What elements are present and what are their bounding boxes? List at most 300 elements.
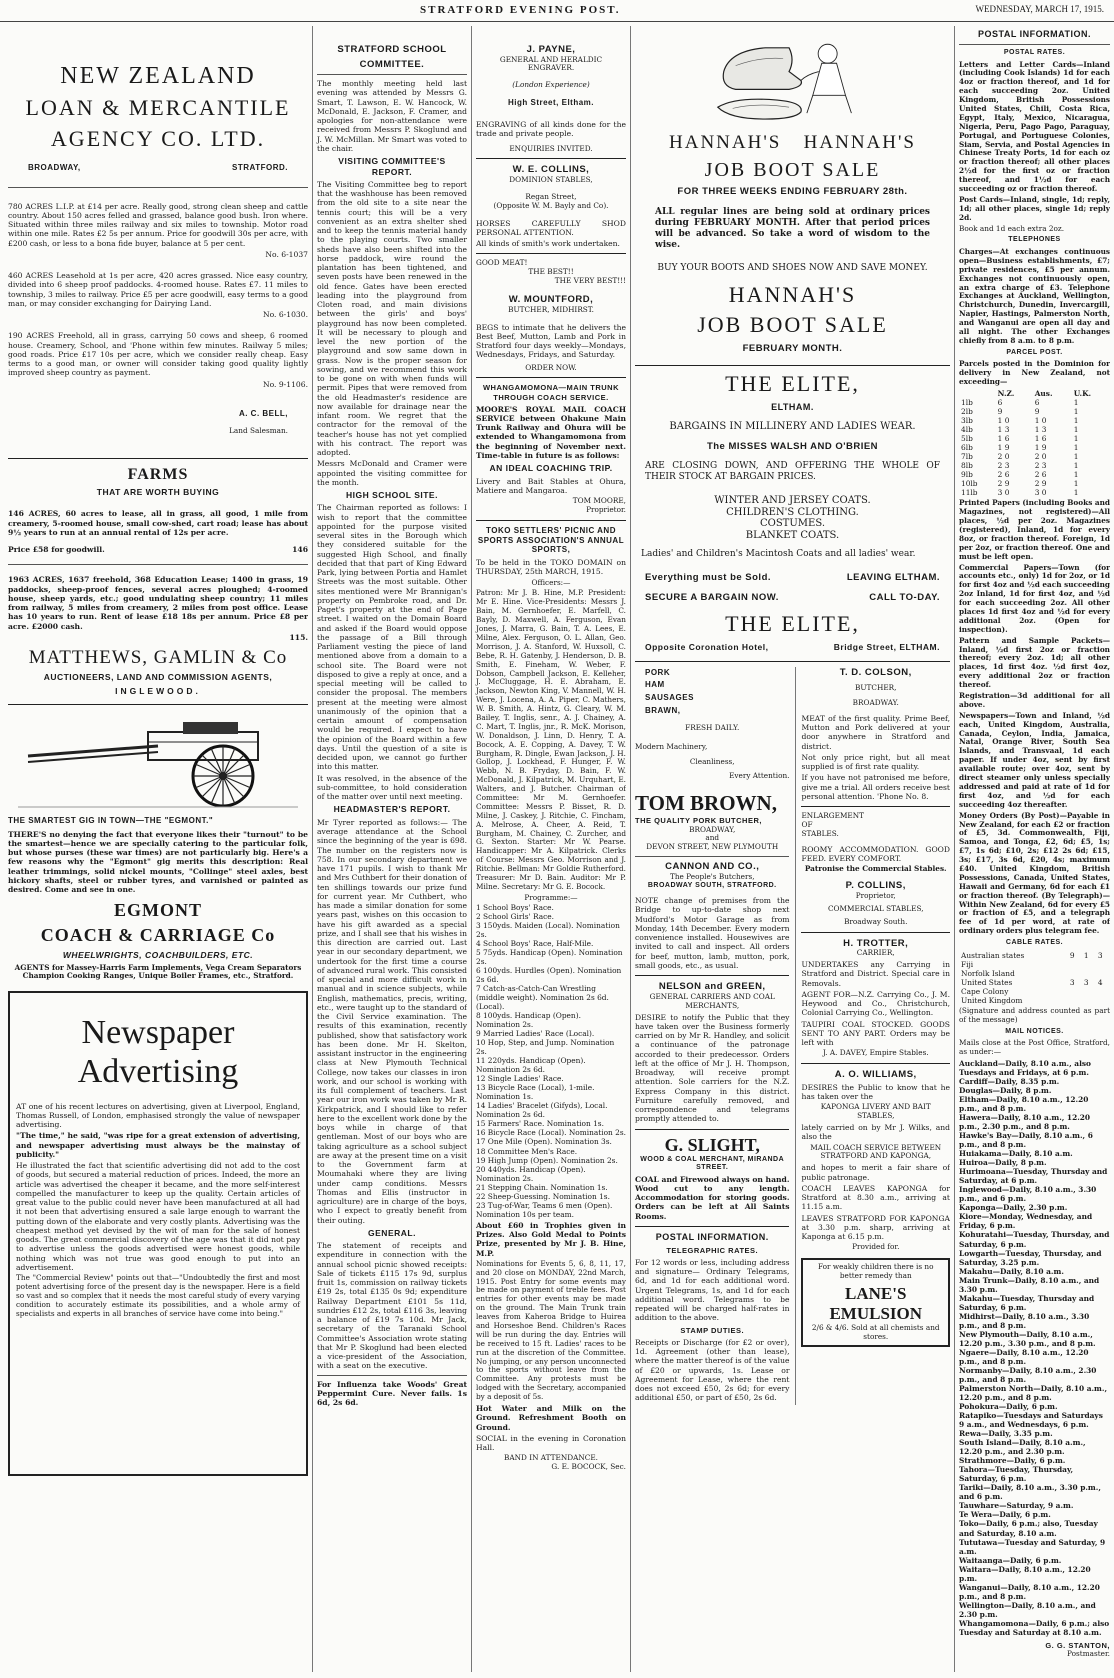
- table-cell: 1lb: [961, 397, 973, 407]
- advertising-paragraph-1: AT one of his recent lectures on advertising, given at Liverpool, England, Thomas Russell, of London, emphasised strongly the value of newspaper advertising.: [16, 1101, 300, 1130]
- table-cell: Norfolk Island: [961, 968, 1015, 978]
- cable-table: [959, 951, 1110, 1005]
- elite-secure-row: [635, 588, 950, 608]
- gig-illustration: [8, 714, 308, 809]
- payne-ad: [476, 44, 626, 153]
- trotter-taupiri: TAUPIRI COAL STOCKED. GOODS SENT TO ANY PART. Orders may be left with: [801, 1019, 950, 1047]
- table-cell: 3: [1083, 977, 1089, 987]
- table-cell: 11lb: [961, 488, 978, 498]
- table-row: [959, 978, 1110, 987]
- mail-item: Makahu—Daily, 8.10 a.m.: [959, 1266, 1064, 1276]
- collins-smith: All kinds of smith's work undertaken.: [476, 239, 620, 249]
- table-cell: 5lb: [961, 434, 973, 444]
- school-heading-2: COMMITTEE.: [359, 58, 425, 70]
- nz-title-1: NEW ZEALAND: [60, 63, 256, 89]
- farm-1-text: 146 ACRES, 60 acres to lease, all in grass, all good, 1 mile from creamery, 5-roomed house, small cow-shed, cart road; lease has about 9½ years to run at an annual rental of 12s per acre.: [8, 509, 308, 537]
- job-boot-sale-1: JOB BOOT SALE: [704, 158, 881, 181]
- event-item: 16 Bicycle Race (Local). Nomination 2s.: [476, 1128, 626, 1138]
- column-3: [471, 26, 626, 1672]
- colson-trial: If you have not patronised me before, give me a trial. All orders receive best personal attention. 'Phone No. 8.: [801, 773, 950, 801]
- nz-title-3: AGENCY CO. LTD.: [50, 126, 266, 152]
- advertising-title-line-2: Advertising: [77, 1053, 239, 1091]
- salesman-title: Land Salesman.: [229, 425, 288, 435]
- coach-trip: AN IDEAL COACHING TRIP.: [489, 463, 613, 474]
- payne-enquiries: ENQUIRIES INVITED.: [509, 143, 593, 153]
- stables-roomy: ROOMY ACCOMMODATION. GOOD FEED. EVERY COMFORT.: [801, 844, 950, 864]
- pcollins-stables: COMMERCIAL STABLES,: [827, 903, 924, 913]
- toko-prizes: About £60 in Trophies given in Prizes. Also Gold Medal to Points Prize, presented by Mr J. B. Hine, M.P.: [476, 1220, 626, 1258]
- headmaster-heading: HEADMASTER'S REPORT.: [333, 804, 451, 815]
- trotter-carrier: CARRIER,: [856, 948, 895, 958]
- table-cell: United Kingdom: [961, 995, 1023, 1005]
- williams-provided: Provided for.: [852, 1242, 900, 1252]
- mountford-ad: [476, 259, 626, 372]
- tom-brown-devon: DEVON STREET, NEW PLYMOUTH: [646, 842, 779, 852]
- enlargement-3: STABLES.: [801, 829, 839, 838]
- mail-item: South Island—Daily, 8.10 a.m., 12.20 p.m., and 2.30 p.m.: [959, 1438, 1086, 1457]
- table-cell: 3 0: [997, 488, 1010, 498]
- mail-item: New Plymouth—Daily, 8.10 a.m., 12.20 p.m., 3.30 p.m., and 8 p.m.: [959, 1329, 1096, 1348]
- table-cell: 1: [1073, 479, 1079, 489]
- table-cell: [1096, 987, 1110, 996]
- enlargement-1: ENLARGEMENT: [801, 811, 865, 821]
- land-listing-3: [8, 331, 308, 389]
- table-cell: 1 3: [1034, 425, 1047, 435]
- toko-programme-label: Programme:—: [524, 892, 578, 902]
- land-listing-2: [8, 271, 308, 319]
- table-header-cell: N.Z.: [997, 388, 1015, 398]
- advertising-paragraph-2: "The time," he said, "was ripe for a great extension of advertising, and newspaper advertising must always be the mainstay of publicity.": [16, 1131, 300, 1159]
- parcel-text: Parcels posted in the Dominion for delivery in New Zealand, not exceeding—: [959, 359, 1110, 387]
- mail-item: Whangamomona—Daily, 6 p.m.; also Tuesday and Saturday at 8.10 a.m.: [959, 1618, 1110, 1637]
- parcel-table: [959, 389, 1110, 497]
- pork-attention: Every Attention.: [729, 771, 790, 781]
- hannahs-title-3: HANNAH'S: [728, 281, 857, 307]
- table-row: [959, 425, 1110, 434]
- elite-leaving: LEAVING ELTHAM.: [846, 572, 940, 584]
- egmont-title: EGMONT: [113, 900, 202, 921]
- pcollins-name: P. COLLINS,: [845, 880, 906, 892]
- lanes-price: 2/6 & 4/6. Sold at all chemists and stores.: [811, 1322, 940, 1341]
- coach-livery: Livery and Bait Stables at Ohura, Matiere and Mangaroa.: [476, 476, 626, 495]
- mail-item: Cardiff—Daily, 8.35 p.m.: [959, 1076, 1060, 1086]
- williams-desires: DESIRES the Public to know that he has taken over the: [801, 1082, 950, 1101]
- table-cell: 6: [997, 397, 1003, 407]
- egmont-subtitle: COACH & CARRIAGE Co: [40, 925, 276, 946]
- williams-hopes: and hopes to merit a fair share of public patronage.: [801, 1163, 950, 1182]
- elite-address-row: [635, 642, 950, 652]
- school-intro: The monthly meeting held last evening was attended by Messrs G. Smart, T. Lawson, E. W. Hancock, W. McDonald, E. Jackson, F. Cramer, and apologies for non-attendance were received from Messrs P. Skoglund and J. W. McMillan. Mr Smart was voted to the chair.: [317, 79, 467, 153]
- telegraphic-rates: TELEGRAPHIC RATES.: [666, 1245, 759, 1255]
- table-row: [959, 969, 1110, 978]
- table-cell: 1 9: [997, 443, 1010, 453]
- table-row: [959, 452, 1110, 461]
- postal-title: POSTAL INFORMATION.: [978, 29, 1091, 39]
- advertising-title-line-1: Newspaper: [81, 1014, 235, 1052]
- toko-events-list: [476, 903, 626, 1219]
- table-cell: 1: [1073, 416, 1079, 426]
- elite-bridge: Bridge Street, ELTHAM.: [833, 642, 940, 653]
- mail-item: Waitara—Daily, 8.10 a.m., 12.20 p.m.: [959, 1564, 1091, 1583]
- mail-item: Huiakama—Daily, 8.10 a.m.: [959, 1149, 1073, 1159]
- parcel-heading: PARCEL POST.: [1006, 348, 1063, 356]
- elite-opposite: Opposite Coronation Hotel,: [645, 642, 769, 653]
- egmont-ad: [8, 710, 308, 981]
- collins-stables: DOMINION STABLES,: [509, 174, 593, 184]
- table-header-row: [959, 389, 1110, 398]
- influenza-notice: For Influenza take Woods' Great Peppermint Cure. Never fails. 1s 6d, 2s 6d.: [317, 1379, 467, 1408]
- coach-name: TOM MOORE,: [572, 496, 626, 506]
- telephones-heading: TELEPHONES: [1008, 236, 1061, 244]
- event-item: 23 Tug-of-War, Teams 6 men (Open). Nomination 10s per team.: [476, 1200, 613, 1219]
- visiting-report: The Visiting Committee beg to report that the washhouse has been removed from the old site to a site near the tennis court; this will be a very convenient as an extra shelter shed and to keep the tennis material handy to the playing courts. Two smaller sheds have also been shifted into the horse paddock, wire round the plantation has been tightened, and seven posts have been renewed in the old fence. Gates have been erected leading into the playground from Cloten road, and main divisions between the girls' and boys' playground has now been completed. It will be necessary to plough and level the new portion of the playground and sow same down in grass. Now is the proper season for sowing, and we recommend this work to be gone on with when funds will permit. Pipes that were removed from the old Headmaster's residence are now available for drainage near the infant room. We regret that the contractor for the removal of the teacher's house has not yet complied with his contract. The report was adopted.: [317, 179, 467, 458]
- table-header-cell: Aus.: [1034, 388, 1053, 398]
- farms-subtitle: THAT ARE WORTH BUYING: [96, 487, 220, 498]
- trotter-name: H. TROTTER,: [843, 937, 909, 949]
- toko-officers-label: Officers:—: [531, 577, 571, 587]
- table-cell: 3: [1097, 950, 1103, 960]
- table-row: [959, 488, 1110, 497]
- pork-item: HAM: [645, 680, 665, 690]
- mail-item: Kiore—Monday, Wednesday, and Friday, 6 p.m.: [959, 1212, 1093, 1231]
- table-row: [959, 951, 1110, 960]
- table-cell: [1096, 969, 1110, 978]
- table-cell: 3: [1069, 977, 1075, 987]
- table-cell: 3lb: [961, 416, 973, 426]
- event-item: 4 School Boys' Race, Half-Mile.: [476, 938, 594, 948]
- payne-text: ENGRAVING of all kinds done for the trade and private people.: [476, 120, 626, 139]
- mail-item: Rewa—Daily, 3.35 p.m.: [959, 1429, 1053, 1439]
- mail-item: Main Trunk—Daily, 8.10 a.m., and 3.30 p.m.: [959, 1275, 1100, 1294]
- mail-item: Midhirst—Daily, 8.10 a.m., 3.30 p.m., and 8 p.m.: [959, 1311, 1090, 1330]
- col4-lower: [635, 667, 950, 1405]
- mail-intro: Mails close at the Post Office, Stratford, as under:—: [959, 1038, 1110, 1056]
- farm-2-number: 115.: [289, 632, 308, 642]
- elite-coats-2: CHILDREN'S CLOTHING.: [726, 506, 859, 518]
- hannahs-title-left: HANNAH'S: [669, 131, 782, 153]
- table-cell: 9: [997, 407, 1003, 417]
- listing-text: 460 ACRES Leasehold at 1s per acre, 420 acres grassed. Nice easy country, divided into 6 sheep proof paddocks. 4-roomed house. Rates £7. 11 miles to township, 3 miles to railway. Price £5 per acre goodwill, easy terms to a good man, or may consider exchanging for Dairying Land.: [8, 271, 308, 308]
- lanes-title: LANE'S EMULSION: [829, 1283, 923, 1323]
- elite-mackintosh: Ladies' and Children's Macintosh Coats and all ladies' wear.: [641, 549, 916, 560]
- mail-item: Eltham—Daily, 8.10 a.m., 12.20 p.m., and 8 p.m.: [959, 1095, 1089, 1114]
- table-cell: 1 0: [997, 416, 1010, 426]
- tom-brown-broadway: BROADWAY,: [689, 824, 736, 834]
- money-orders: Money Orders (By Post)—Payable in New Zealand, for each £2 or fraction of £5, 3d. Commonwealth, Fiji, Samoa, and Tonga, £2, 6d; £5, 1s; £7, 1s 6d; £10, 2s; £12 2s 6d; £15, 3s; £17, 3s 6d, £20, 4s; maximum £40. United Kingdom, British Possessions, Canada, United States, Hawaii and Germany, 6d for each £1 or fraction thereof. (By Telegraph)—Within New Zealand, 6d for every £5 or fraction of £5, and a telegraph fee of 1d per word, at rate of ordinary orders plus telegram fee.: [959, 810, 1110, 936]
- coach-proprietor: Proprietor.: [586, 504, 626, 514]
- advertising-title: [16, 1013, 300, 1091]
- trotter-agent: AGENT FOR—N.Z. Carrying Co., J. M. Heywood and Co., Christchurch, Colonial Carrying Co., Wellington.: [801, 989, 950, 1018]
- mg-subtitle: AUCTIONEERS, LAND AND COMMISSION AGENTS,: [43, 672, 273, 683]
- elite-call: CALL TO-DAY.: [869, 591, 940, 603]
- colson-meat: MEAT of the first quality. Prime Beef, Mutton and Pork delivered at your door anywhere in Stratford and district.: [801, 713, 950, 751]
- table-cell: 3 0: [1034, 488, 1047, 498]
- collins-name: W. E. COLLINS,: [512, 164, 590, 176]
- buy-now: BUY YOUR BOOTS AND SHOES NOW AND SAVE MONEY.: [657, 262, 928, 273]
- williams-kaponga: KAPONGA LIVERY AND BAIT STABLES,: [820, 1102, 931, 1121]
- table-cell: Fiji: [961, 959, 974, 969]
- nz-address-right: STRATFORD.: [232, 162, 288, 172]
- table-row: [959, 398, 1110, 407]
- registration: Registration—3d additional for all above.: [959, 691, 1110, 709]
- table-cell: 1 3: [997, 425, 1010, 435]
- mountford-sub: BUTCHER, MIDHIRST.: [508, 304, 594, 314]
- cannon-title: CANNON AND CO.,: [665, 861, 760, 873]
- table-cell: 9lb: [961, 470, 973, 480]
- event-item: 11 220yds. Handicap (Open). Nomination 2s 6d.: [476, 1056, 586, 1075]
- table-cell: 4: [1097, 977, 1103, 987]
- elite-misses: The MISSES WALSH AND O'BRIEN: [706, 440, 879, 452]
- school-heading-1: STRATFORD SCHOOL: [337, 44, 447, 55]
- mountford-name: W. MOUNTFORD,: [508, 294, 594, 306]
- table-cell: [1082, 996, 1096, 1005]
- colson-price: Not only price right, but all meat supplied is of first rate quality.: [801, 752, 950, 772]
- high-school-resolution: It was resolved, in the absence of the sub-committee, to hold consideration of the matter over until next meeting.: [317, 773, 467, 802]
- mail-item: Huiroa—Daily, 8 p.m.: [959, 1158, 1047, 1168]
- event-item: 10 Hop, Step, and Jump. Nomination 2s.: [476, 1038, 615, 1057]
- table-cell: [1068, 969, 1082, 978]
- postal-info-title: POSTAL INFORMATION.: [655, 1231, 769, 1242]
- newspaper-advertising-box: [8, 991, 308, 1476]
- event-item: 12 Single Ladies' Race.: [476, 1074, 564, 1084]
- event-item: 13 Bicycle Race (Local), 1-mile. Nomination 1s.: [476, 1083, 595, 1102]
- column-1: [8, 26, 308, 1672]
- mountford-text: BEGS to intimate that he delivers the Best Beef, Mutton, Lamb and Pork in Stratford four days weekly—Mondays, Wednesdays, Fridays, and Saturday.: [476, 322, 626, 360]
- event-item: 8 100yds. Handicap (Open). Nomination 2s.: [476, 1011, 581, 1030]
- mail-item: Auckland—Daily, 8.10 a.m., also Tuesdays and Fridays, at 6 p.m.: [959, 1058, 1091, 1077]
- listing-text: 780 ACRES L.I.P. at £14 per acre. Really good, strong clean sheep and cattle country. About 150 acres felled and grassed, balance good bush. Iron where. Situated within three miles railway and six miles to township. Motor road within one mile. Rates £2 5s per annum. Price for goodwill 30s per acre, with £200 cash, or less to a bona fide buyer, balance at 5 per cent.: [8, 201, 308, 248]
- table-cell: 4lb: [961, 425, 973, 435]
- egmont-trade: WHEELWRIGHTS, COACHBUILDERS, ETC.: [62, 950, 254, 961]
- column-4: [630, 26, 950, 1672]
- mail-item: Douglas—Daily, 8 p.m.: [959, 1085, 1052, 1095]
- toko-date: To be held in the TOKO DOMAIN on THURSDAY, 25th MARCH, 1915.: [476, 558, 626, 577]
- regular-lines: ALL regular lines are being sold at ordinary prices during FEBRUARY MONTH. After that period prices will be advanced. So take a word of wisdom to the wise.: [655, 206, 930, 250]
- table-cell: 10lb: [961, 479, 978, 489]
- toko-secretary: G. E. BOCOCK, Sec.: [551, 1462, 626, 1472]
- cable-heading: CABLE RATES.: [1005, 939, 1064, 947]
- visiting-heading: VISITING COMMITTEE'S REPORT.: [338, 156, 446, 177]
- coach-text: MOORE'S ROYAL MAIL COACH SERVICE between Ohakune Main Trunk Railway and Ohura will be extended to Whangamomona from the beginning of November next. Time-table in future is as follows:: [476, 404, 626, 460]
- telephones-text: Charges—At exchanges continuous open—Business establishments, £7; private residences, £5 per annum. Exchanges not continuously open, an extra charge of £3. Telephone Exchanges at Auckland, Wellington, Christchurch, Dunedin, Invercargill, Napier, Hastings, Palmerston North, and Wanganui are open all day and all night. The other Exchanges chiefly from 8 a.m. to 8 p.m.: [959, 246, 1110, 345]
- table-cell: [1082, 969, 1096, 978]
- hannahs-header: [635, 132, 950, 154]
- payne-trade: GENERAL AND HERALDIC ENGRAVER.: [499, 54, 603, 73]
- table-cell: 1: [1073, 461, 1079, 471]
- mail-item: Hawke's Bay—Daily, 8.10 a.m., 6 p.m., and 8 p.m.: [959, 1131, 1093, 1150]
- column-2: [312, 26, 467, 1672]
- pcollins-prop: Proprietor,: [855, 890, 896, 900]
- table-cell: 1: [1073, 452, 1079, 462]
- toko-heading: TOKO SETTLERS' PICNIC AND SPORTS ASSOCIATION'S ANNUAL SPORTS,: [477, 525, 625, 555]
- nz-loan-ad: [8, 62, 308, 436]
- job-boot-sale-2: JOB BOOT SALE: [697, 312, 888, 338]
- elite-coats-1: WINTER AND JERSEY COATS.: [714, 495, 871, 507]
- table-cell: 1: [1073, 470, 1079, 480]
- event-item: 22 Sheep-Guessing. Nomination 1s.: [476, 1191, 610, 1201]
- trotter-davey: J. A. DAVEY, Empire Stables.: [822, 1048, 929, 1058]
- toko-band: BAND IN ATTENDANCE.: [504, 1453, 598, 1463]
- table-cell: 2 0: [997, 452, 1010, 462]
- table-cell: 1: [1073, 488, 1079, 498]
- table-cell: [1082, 987, 1096, 996]
- masthead-title: STRATFORD EVENING POST.: [420, 4, 621, 16]
- farms-title: FARMS: [127, 465, 189, 483]
- mail-item: Kaponga—Daily, 2.30 p.m.: [959, 1203, 1068, 1213]
- mail-item: Ratapiko—Tuesdays and Saturdays 9 a.m., and Wednesdays, 6 p.m.: [959, 1411, 1103, 1430]
- table-cell: 9: [1069, 950, 1075, 960]
- pattern-packets: Pattern and Sample Packets—Inland, ½d first 2oz or fraction thereof; every 2oz. 1d; all other places, 1d first 4oz. ½d first 4oz, every additional 2oz or fraction thereof.: [959, 635, 1110, 690]
- table-cell: 1: [1073, 397, 1079, 407]
- postal-rates: POSTAL RATES.: [1003, 48, 1066, 56]
- mail-item: Hurimoana—Tuesday, Thursday and Saturday, at 6 p.m.: [959, 1167, 1108, 1186]
- postcards-text: Post Cards—Inland, single, 1d; reply, 1d; all other places, single 1d; reply 2d.: [959, 194, 1110, 222]
- elite-title-1: THE ELITE,: [725, 370, 860, 396]
- table-cell: 2 9: [997, 479, 1010, 489]
- farm-2-text: 1963 ACRES, 1637 freehold, 368 Education Lease; 1400 in grass, 19 paddocks, sheep-proof fences, several acres ploughed; 4-roomed house, sheep yards, etc.; good undulating sheep country; 11 miles from railway, 5 miles from creamery, 2 miles from post office. Lease has 10 years to run. Rent of lease £18 18s per annum. Price £8 per acre. £2000 cash.: [8, 575, 308, 631]
- table-cell: [1068, 987, 1082, 996]
- lanes-emulsion-box: [801, 1258, 950, 1347]
- event-item: 19 High Jump (Open). Nomination 2s.: [476, 1155, 618, 1165]
- table-cell: 2 3: [997, 461, 1010, 471]
- event-item: 21 Stepping Chain. Nomination 1s.: [476, 1182, 608, 1192]
- toko-nominations: Nominations for Events 5, 6, 8, 11, 17, and 20 close on MONDAY, 22nd March, 1915. Post Entry for some events may be made on payment of treble fees. Post entries for other events may be made on the ground. The Main Trunk train leaves from Kaheroa Bridge to Huirea and Horseshoe Bend. Children's Races will be run during the day. Entries will be received to 15 ft. Ladies' races to be run at the discretion of the Committee. No jumping, or any person unconnected to the sports without leave from the Committee. Any protests must be lodged with the Secretary, accompanied by a deposit of 5s.: [476, 1258, 626, 1402]
- lanes-weakly: For weakly children there is no better remedy than: [817, 1262, 934, 1281]
- table-cell: [1068, 996, 1082, 1005]
- table-row: [959, 996, 1110, 1005]
- cannon-notice: NOTE change of premises from the Bridge to up-to-date shop next Mudford's Motor Garage as from Monday, 14th December. Every modern convenience installed. Housewives are invited to call and inspect. All orders for beef, mutton, lamb, mutton, pork, small goods, etc., as usual.: [635, 896, 790, 970]
- table-cell: 1 6: [997, 434, 1010, 444]
- pork-item: BRAWN,: [645, 706, 681, 715]
- event-item: 3 150yds. Maiden (Local). Nomination 2s.: [476, 920, 620, 939]
- listing-number: No. 6-1030.: [262, 310, 308, 320]
- table-cell: 1: [1073, 425, 1079, 435]
- cannon-people: The People's Butchers,: [669, 871, 755, 881]
- three-weeks: FOR THREE WEEKS ENDING FEBRUARY 28th.: [677, 186, 908, 198]
- stamp-text: Receipts or Discharge (for £2 or over), 1d. Agreement (other than lease), where the matter thereof is of the value of £20 or upwards, 1s. Lease or Agreement for Lease, where the rent does not exceed £50, 2s 6d; for every additional £50, or part of £50, 2s 6d.: [635, 1337, 790, 1403]
- postmaster-name: G. G. STANTON,: [1045, 1640, 1110, 1650]
- table-cell: 1: [1073, 434, 1079, 444]
- nelson-sub: GENERAL CARRIERS AND COAL MERCHANTS,: [649, 991, 775, 1010]
- payne-experience: (London Experience): [512, 80, 590, 90]
- column-5: [954, 26, 1110, 1672]
- table-row: [959, 479, 1110, 488]
- boots-illustration: [635, 30, 950, 125]
- stables-patronise: Patronise the Commercial Stables.: [804, 864, 947, 874]
- printed-papers: Printed Papers (including Books and Magazines, not registered)—All places, ½d per 2oz. Magazines (registered), Inland, 1d for every 8oz, or fraction thereof. Foreign, 1d per 2oz, or fraction thereof. One and must be left open.: [959, 498, 1110, 561]
- table-row: [959, 443, 1110, 452]
- mail-item: Wanganui—Daily, 8.10 a.m., 12.20 p.m., and 8 p.m.: [959, 1582, 1100, 1601]
- payne-address: High Street, Eltham.: [507, 98, 594, 108]
- colson-butcher: BUTCHER,: [855, 683, 897, 693]
- table-row: [959, 470, 1110, 479]
- table-cell: 8lb: [961, 461, 973, 471]
- table-header-cell: [959, 389, 996, 398]
- cable-note: (Signature and address counted as part of the message): [959, 1005, 1110, 1024]
- newspapers: Newspapers—Town and Inland, ½d each, United Kingdom, Australia, Canada, Ceylon, India, Jamaica, Natal, Orange River, South Sea Islands, and Transvaal, 1d each paper. If under 4oz, sent by first available route; over 4oz, sent by direct steamer only unless specially addressed and paid at rate of 1d for first 4oz, and ½d for each succeeding 4oz thereafter.: [959, 710, 1110, 809]
- slight-title: G. SLIGHT,: [664, 1134, 760, 1155]
- collins-street: Regan Street,: [525, 191, 577, 201]
- february-month: FEBRUARY MONTH.: [742, 343, 843, 355]
- event-item: 5 75yds. Handicap (Open). Nomination 2s.: [476, 947, 623, 966]
- event-item: 6 100yds. Hurdles (Open). Nomination 2s 6d.: [476, 965, 622, 984]
- event-item: 18 Committee Men's Race.: [476, 1146, 578, 1156]
- williams-coach: COACH LEAVES KAPONGA for Stratford at 8.30 a.m., arriving at 11.15 a.m.: [801, 1183, 950, 1212]
- event-item: 7 Catch-as-Catch-Can Wrestling (middle weight). Nomination 2s 6d. (Local).: [476, 983, 609, 1011]
- mail-item: Normanby—Daily, 8.10 a.m., 2.30 p.m., and 8 p.m.: [959, 1365, 1097, 1384]
- col4-lower-right: [795, 667, 950, 1405]
- collins-ad: [476, 164, 626, 248]
- toko-social: SOCIAL in the evening in Coronation Hall.: [476, 1433, 626, 1452]
- mail-item: Inglewood—Daily, 8.10 a.m., 3.30 p.m., and 6 p.m.: [959, 1185, 1097, 1204]
- elite-coats: [635, 495, 950, 541]
- mail-item: Tututawa—Tuesday and Saturday, 9 a.m.: [959, 1537, 1106, 1556]
- table-row: [959, 407, 1110, 416]
- high-school-report: The Chairman reported as follows: I wish to report that the committee appointed for the purpose visited several sites in the Borough which they considered suitable for the suggested High School, and finally decided that that part of King Edward Park, lying between Portia and Hamlet Streets was the most suitable. Other sites mentioned were Mr Brannigan's property on Pembroke road, and Dr. Paget's property at the end of Page street. I waited on the Domain Board and asked if the Board would oppose the passage of a Bill through Parliament vesting the piece of land mentioned above from a domain to a school site. The Board were not disposed to give a reply at once, and a special meeting will be called to consider the proposal. The members present at the meeting were almost unanimously of the opinion that a certain amount of compensation would be required. I expect to have the opinion of the Board within a few days. Until the question of a site is decided upon, we cannot go further into this matter.: [317, 503, 467, 772]
- mail-item: Tahora—Tuesday, Thursday, Saturday, 6 p.m.: [959, 1465, 1074, 1484]
- meat-line-2: THE BEST!!: [528, 267, 574, 277]
- mail-item: Tariki—Daily, 8.10 a.m., 3.30 p.m., and 6 p.m.: [959, 1483, 1101, 1502]
- postmaster-title: Postmaster.: [1067, 1649, 1110, 1659]
- headmaster-report: Mr Tyrer reported as follows:— The average attendance at the School since the beginning of the year is 698. The number on the registers now is 758. In our secondary department we have 171 pupils. I wish to thank Mr and Mrs Cuthbert for their donation of ten shillings towards our prize fund for current year. Mr Cuthbert, who has made a similar donation for some years past, wishes on this occasion to have his gift awarded as a special prize, and I shall see that his wishes in this direction are carried out. Last year in our secondary department, we undertook for the first time a course of advanced rural work. This consisted of special and more difficult work in manual and in science subjects, while English, mathematics, precis, writing, etc., were taught up to the standard of the Civil Service examination. The results of this examination, recently published, show that satisfactory work has been done. Mr H. Skelton, assistant instructor in the engineering class at New Plymouth Technical College, now takes our classes in iron work, and our school is working with its full complement of teachers. Last year our iron work was taken by Mr R. Kirkpatrick, and I should like to refer here to the excellent work done by the boys while in charge of that gentleman. Most of our boys who are taking agriculture as a school subject are away at the present time on a visit to the Government farm at Moumahaki where they are living under camp conditions. Messrs Thomas and Ellis (instructor in agriculture) are in charge of the boys, who I expect to greatly benefit from their outing.: [317, 817, 467, 1225]
- mail-item: Te Wera—Daily, 6 p.m.: [959, 1510, 1051, 1520]
- tom-brown-title: TOM BROWN,: [635, 791, 777, 816]
- pork-cleanliness: Cleanliness,: [689, 756, 735, 766]
- commercial-papers: Commercial Papers—Town (for accounts etc., only) 1d for 2oz, or 1d for first 4oz and ½d each succeeding 2oz Inland, 1d for first 4oz, and ½d for each succeeding 2oz. All other places 1d first 4oz and ½d for every additional 2oz. (Open for inspection).: [959, 562, 1110, 634]
- tom-brown-and: and: [705, 833, 720, 843]
- mg-town: INGLEWOOD.: [115, 685, 201, 696]
- mail-item: Pohokura—Daily, 6 p.m.: [959, 1402, 1058, 1412]
- event-item: 17 One Mile (Open). Nomination 3s.: [476, 1137, 612, 1147]
- salesman-name: A. C. BELL,: [238, 408, 288, 418]
- tom-brown-sub: THE QUALITY PORK BUTCHER,: [635, 816, 762, 826]
- pcollins-address: Broadway South.: [844, 916, 908, 926]
- table-row: [959, 461, 1110, 470]
- pork-machinery: Modern Machinery,: [635, 741, 708, 751]
- farm-1-price-row: [8, 545, 308, 554]
- enlargement-2: OF: [801, 820, 813, 830]
- table-row: [959, 416, 1110, 425]
- farm-1-number: 146: [292, 545, 308, 555]
- table-cell: 2 6: [1034, 470, 1047, 480]
- table-row: [959, 434, 1110, 443]
- table-cell: 1: [1083, 950, 1089, 960]
- nz-address: [8, 157, 308, 183]
- slight-text: COAL and Firewood always on hand. Wood cut to any length. Accommodation for storing goods. Orders can be left at All Saints Rooms.: [635, 1174, 790, 1221]
- table-cell: 6lb: [961, 443, 973, 453]
- trotter-undertakes: UNDERTAKES any Carrying in Stratford and District. Special care in Removals.: [801, 960, 950, 988]
- table-cell: 1 0: [1034, 416, 1047, 426]
- mail-item: Strathmore—Daily, 6 p.m.: [959, 1456, 1066, 1466]
- cannon-address: BROADWAY SOUTH, STRATFORD.: [647, 881, 777, 889]
- mail-item: Toko—Daily, 6 p.m.; also, Tuesday and Saturday, 8.10 a.m.: [959, 1519, 1098, 1538]
- meat-line-1: GOOD MEAT!: [476, 258, 528, 268]
- salesman: [8, 409, 308, 436]
- williams-name: A. O. WILLIAMS,: [834, 1069, 917, 1081]
- farms-ad: [8, 465, 308, 697]
- land-listing-1: [8, 202, 308, 260]
- table-cell: 2 3: [1034, 461, 1047, 471]
- mail-item: Tauwhare—Saturday, 9 a.m.: [959, 1501, 1074, 1511]
- colson-title: T. D. COLSON,: [839, 666, 912, 678]
- table-cell: 2lb: [961, 407, 973, 417]
- toko-refreshments: Hot Water and Milk on the Ground. Refreshment Booth on Ground.: [476, 1404, 626, 1432]
- table-cell: 6: [1034, 397, 1040, 407]
- table-cell: 2 9: [1034, 479, 1047, 489]
- event-item: 20 440yds. Handicap (Open). Nomination 2s.: [476, 1164, 586, 1183]
- table-cell: Australian states: [961, 950, 1025, 960]
- elite-title-2: THE ELITE,: [725, 611, 860, 637]
